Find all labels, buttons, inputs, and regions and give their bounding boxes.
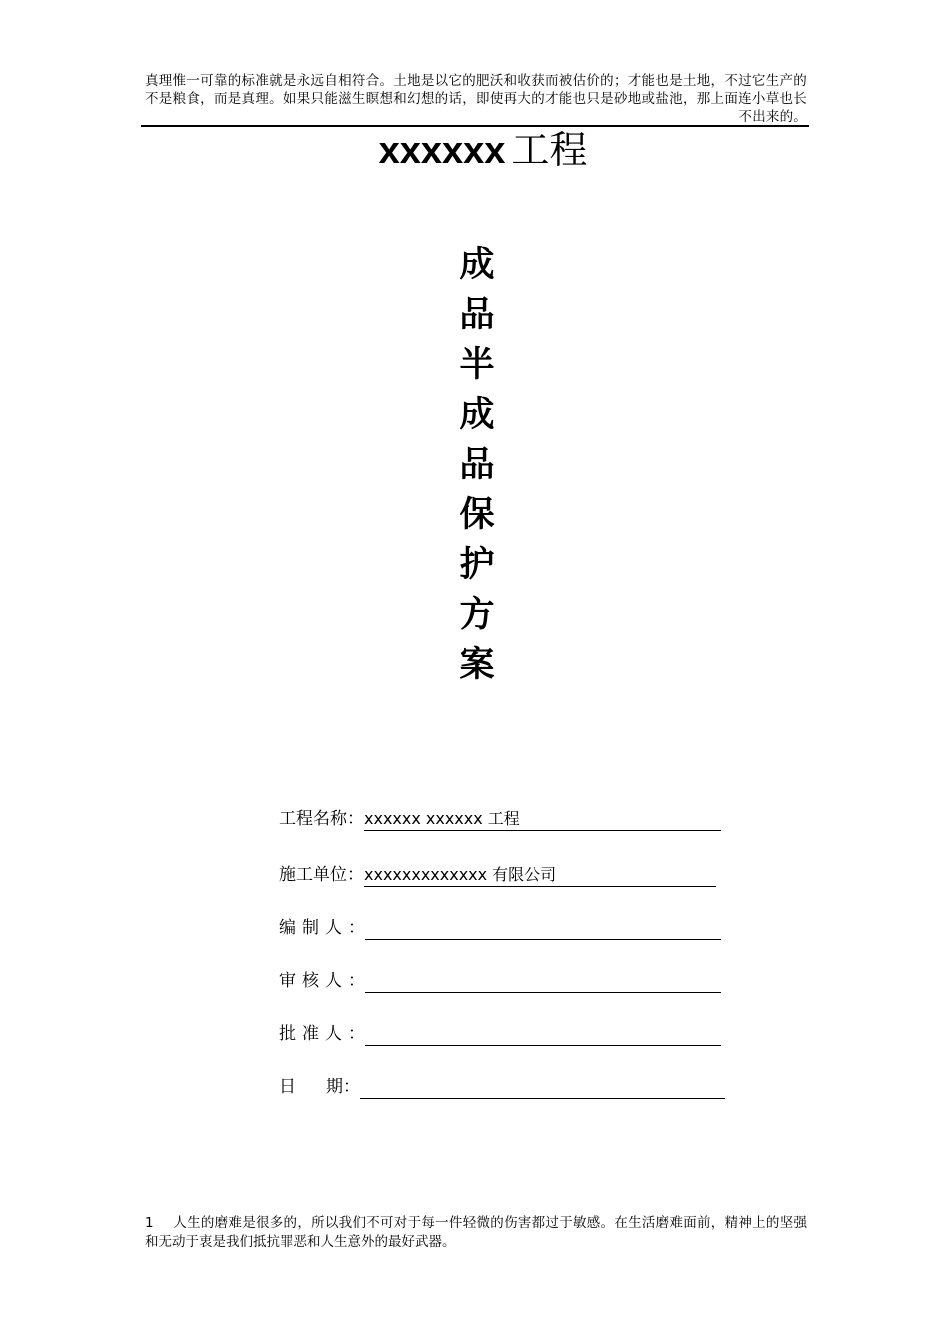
- date-row: [279, 1074, 725, 1100]
- document-title-char: 成: [459, 245, 495, 285]
- construction-unit-row: [279, 862, 716, 888]
- project-name-row: [279, 806, 721, 832]
- date-field[interactable]: [360, 1074, 725, 1099]
- reviewer-label: 审核人：: [279, 971, 371, 991]
- project-name-label: 工程名称：: [279, 809, 364, 829]
- reviewer-field[interactable]: [365, 968, 721, 993]
- compiler-label: 编制人：: [279, 918, 371, 938]
- compiler-field[interactable]: [365, 915, 721, 940]
- construction-unit-label: 施工单位：: [279, 865, 364, 885]
- date-label-second: 期：: [326, 1077, 360, 1097]
- compiler-row: [279, 915, 721, 941]
- document-title-char: 方: [459, 595, 495, 635]
- document-title-char: 半: [459, 345, 495, 385]
- document-title: [452, 240, 502, 690]
- document-title-char: 保: [459, 495, 495, 535]
- reviewer-row: [279, 968, 721, 994]
- document-title-char: 品: [459, 295, 495, 335]
- document-title-char: 成: [459, 395, 495, 435]
- project-title-cjk: 工程: [511, 128, 588, 172]
- footnote: [145, 1214, 807, 1252]
- project-title-latin: xxxxxx: [378, 130, 506, 172]
- document-title-char: 品: [459, 445, 495, 485]
- approver-field[interactable]: [365, 1021, 721, 1046]
- construction-unit-field[interactable]: xxxxxxxxxxxxx 有限公司: [364, 862, 716, 887]
- header-quote: 真理惟一可靠的标准就是永远自相符合。土地是以它的肥沃和收获而被估价的；才能也是土地，不过它生产的不是粮食，而是真理。如果只能滋生瞑想和幻想的话，即使再大的才能也只是砂地或盐池，那上面连小草也长不出来的。: [145, 73, 807, 125]
- project-title: [0, 124, 950, 177]
- footnote-text: 人生的磨难是很多的，所以我们不可对于每一件轻微的伤害都过于敏感。在生活磨难面前，精神上的坚强和无动于衷是我们抵抗罪恶和人生意外的最好武器。: [145, 1215, 807, 1250]
- footnote-number: 1: [145, 1215, 154, 1231]
- approver-row: [279, 1021, 721, 1047]
- approver-label: 批准人：: [279, 1024, 371, 1044]
- project-name-field[interactable]: xxxxxx xxxxxx 工程: [364, 806, 721, 831]
- document-title-char: 案: [459, 645, 495, 685]
- date-label-first: 日: [279, 1077, 296, 1097]
- document-title-char: 护: [459, 545, 495, 585]
